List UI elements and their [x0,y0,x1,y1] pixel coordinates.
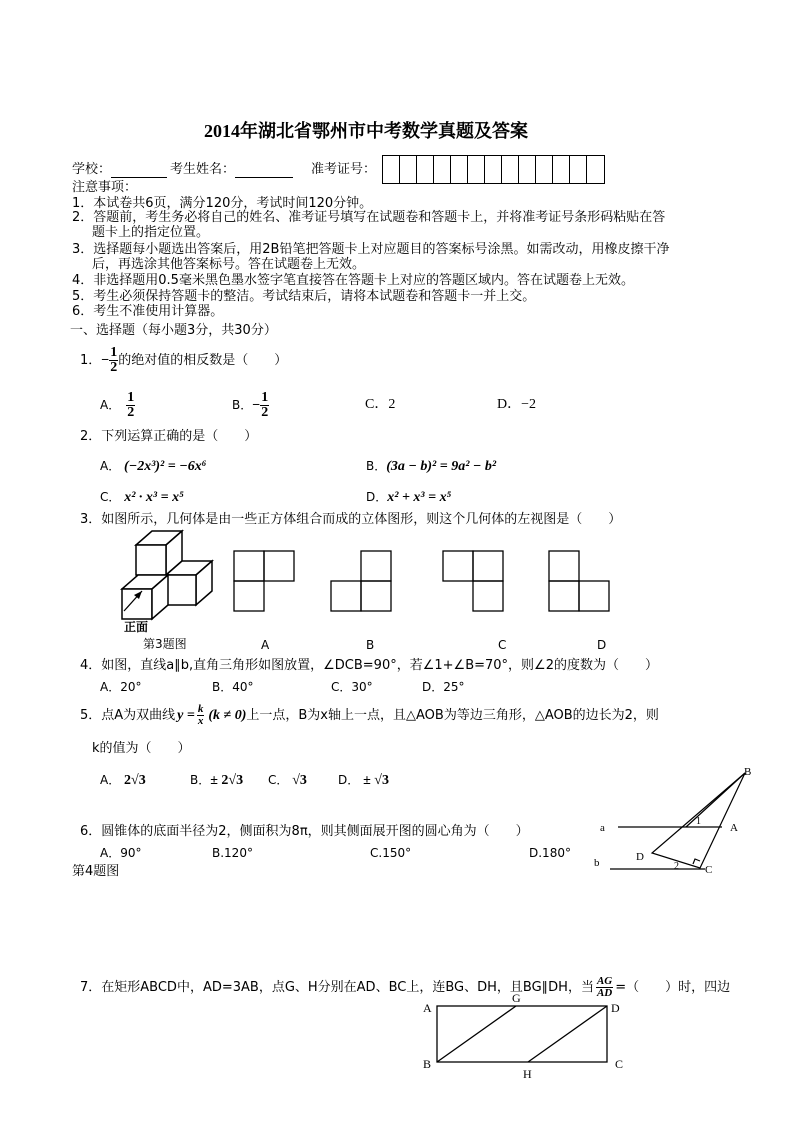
note-item: 题卡上的指定位置。 [92,225,210,240]
q5-stem-a: 5．点A为双曲线 [80,707,176,723]
note-item: 6．考生不准使用计算器。 [72,304,224,319]
notes-heading: 注意事项： [72,180,138,195]
school-field[interactable] [72,162,167,178]
segment-bg [437,1006,516,1062]
q5-option-d[interactable]: D． ± √3 [338,773,389,788]
note-item: 3．选择题每小题选出答案后，用2B铅笔把答题卡上对应题目的答案标号涂黑。如需改动，用橡皮擦干净 [72,242,670,257]
q5-stem-b: 上一点，B为x轴上一点，且△AOB为等边三角形，△AOB的边长为2，则 [246,707,659,723]
note-item: 4．非选择题用0.5毫米黑色墨水签字笔直接答在答题卡上对应的答题区域内。答在试题卷上无效。 [72,273,634,288]
q1-option-b[interactable]: B． − $\frac{1}{2}$ [232,390,269,420]
q7-stem-b: =（ ）时，四边 [615,979,731,995]
q4-option-d[interactable]: D．25° [422,680,465,694]
q6-option-a[interactable]: A．90° [100,846,142,860]
segment-bc-inner [686,773,745,827]
q3-figure-caption: 第3题图 [143,637,187,651]
question-1 [80,346,287,375]
q7-figure [415,990,635,1082]
q1-number: 1． [80,352,102,368]
question-7: 7．在矩形ABCD中，AD=3AB，点G、H分别在AD、BC上，连BG、DH，且BG∥DH，当 $\frac{AG}{AD}$ =（ ）时，四边 [80,975,731,999]
q4-option-b[interactable]: B．40° [212,680,254,694]
q3-solid-figure [122,531,212,619]
q3-front-label: 正面 [124,620,149,634]
school-blank[interactable] [111,163,167,178]
q2-option-b[interactable]: B．(3a − b)² = 9a² − b² [366,459,497,474]
q3-option-c[interactable]: C [498,638,507,652]
fig7-label-d: D [611,1001,620,1015]
name-blank[interactable] [235,163,293,178]
q1-minus: − [101,352,110,368]
id-number-boxes[interactable] [382,155,605,184]
fig4-label-c: C [705,864,713,876]
fig7-label-c: C [615,1057,624,1071]
name-field[interactable] [170,162,293,178]
name-label: 考生姓名： [170,162,236,177]
q3-option-d[interactable]: D [597,638,607,652]
q3-option-b[interactable]: B [366,638,375,652]
fig4-label-line-b: b [594,857,600,869]
q6-option-b[interactable]: B.120° [212,846,253,860]
question-3: 3．如图所示，几何体是由一些正方体组合而成的立体图形，则这个几何体的左视图是（ ） [80,512,622,527]
q1-option-c[interactable]: C．2 [365,397,396,412]
q2-option-d[interactable]: D．x² + x³ = x⁵ [366,490,452,505]
q3-view-b [331,551,391,611]
q1-stem: 的绝对值的相反数是（ ） [118,352,288,368]
q3-figures [110,525,620,655]
q4-figure-caption: 第4题图 [72,864,120,879]
q4-figure [590,760,765,885]
q6-option-d[interactable]: D.180° [529,846,571,860]
q7-stem-a: 7．在矩形ABCD中，AD=3AB，点G、H分别在AD、BC上，连BG、DH，且BG∥DH，当 [80,979,594,995]
fig7-label-h: H [523,1067,532,1081]
fig7-label-b: B [423,1057,432,1071]
q4-option-c[interactable]: C．30° [331,680,373,694]
question-2: 2．下列运算正确的是（ ） [80,429,258,444]
q3-view-c [443,551,503,611]
fig4-label-a: A [730,822,738,834]
section-heading: 一、选择题（每小题3分，共30分） [70,323,277,338]
fig7-label-g: G [512,991,521,1005]
q3-view-a [234,551,294,611]
q6-option-c[interactable]: C.150° [370,846,412,860]
q5-option-b[interactable]: B．± 2√3 [190,773,244,788]
q5-option-a[interactable]: A． 2√3 [100,773,146,788]
question-5: 5．点A为双曲线 y = $\frac{k}{x}$ (k ≠ 0) 上一点，B为x轴上一点，且△AOB为等边三角形，△AOB的边长为2，则 [80,703,659,727]
fig4-label-b: B [744,766,752,778]
segment-dh [528,1006,607,1062]
school-label: 学校： [72,162,112,177]
fig4-angle-1: 1 [696,816,701,827]
note-item: 5．考生必须保持答题卡的整洁。考试结束后，请将本试题卷和答题卡一并上交。 [72,289,536,304]
q2-option-c[interactable]: C． x² · x³ = x⁵ [100,490,184,505]
note-item: 2．答题前，考生务必将自己的姓名、准考证号填写在试题卷和答题卡上，并将准考证号条形码粘贴在答 [72,210,666,225]
q3-option-a[interactable]: A [261,638,270,652]
q5-option-c[interactable]: C． √3 [268,773,307,788]
rectangle-abcd [437,1006,607,1062]
fig4-label-line-a: a [600,822,605,834]
fig4-angle-2: 2 [674,861,679,872]
q1-fraction: $\frac{1}{2}$ [110,345,118,375]
q2-option-a[interactable]: A． (−2x³)² = −6x⁶ [100,459,207,474]
fig7-label-a: A [423,1001,432,1015]
fig4-label-d: D [636,851,644,863]
q1-option-a[interactable]: A． $\frac{1}{2}$ [100,390,135,420]
q5-stem-c: k的值为（ ） [92,741,191,756]
page-title: 2014年湖北省鄂州市中考数学真题及答案 [204,121,528,141]
question-4: 4．如图，直线a∥b,直角三角形如图放置，∠DCB=90°，若∠1+∠B=70°，则∠2的度数为（ ） [80,658,658,673]
note-item: 1．本试卷共6页，满分120分，考试时间120分钟。 [72,196,373,211]
note-item: 后，再选涂其他答案标号。答在试题卷上无效。 [92,257,366,272]
q3-view-d [549,551,609,611]
q4-option-a[interactable]: A．20° [100,680,142,694]
question-6: 6．圆锥体的底面半径为2，侧面积为8π，则其侧面展开图的圆心角为（ ） [80,824,529,839]
id-label: 准考证号： [311,162,377,177]
q1-option-d[interactable]: D．−2 [497,397,537,412]
